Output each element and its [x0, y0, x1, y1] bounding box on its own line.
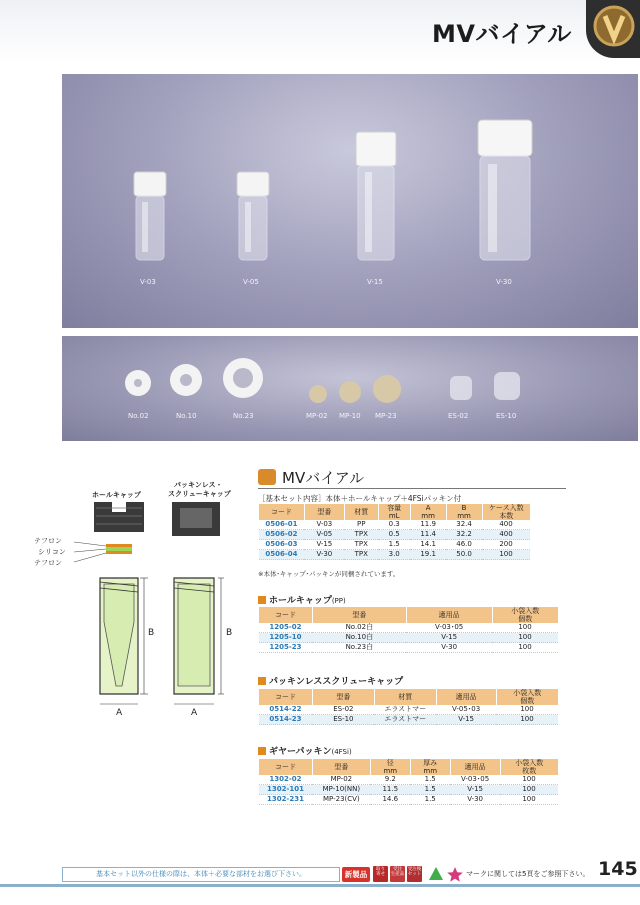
- photo-label-no23: No.23: [233, 412, 254, 420]
- brand-logo: [586, 0, 640, 58]
- col-bag-qty: 小袋入数 個数: [492, 607, 558, 623]
- col-bag-qty: 小袋入数 個数: [496, 689, 558, 705]
- section-title-mv-vial: MVバイアル: [258, 467, 566, 489]
- vial-photo: [62, 74, 638, 328]
- vial-spec-table: [258, 504, 530, 560]
- col-code: コード: [259, 504, 305, 520]
- table-row: 1302-101 MP-10(NN) 11.5 1.5 V-15 100: [259, 785, 559, 795]
- table-row: 0506-02 V-05 TPX 0.5 11.4 32.2 400: [259, 530, 531, 540]
- section-title-screw-cap: パッキンレススクリューキャップ: [258, 674, 403, 687]
- col-a: A mm: [410, 504, 446, 520]
- table-row: 1302-02 MP-02 9.2 1.5 V-03･05 100: [259, 775, 559, 785]
- cap-no02-illustration: [125, 370, 151, 396]
- triangle-icon: [429, 867, 443, 880]
- col-diameter: 径 mm: [370, 759, 410, 775]
- mark-reference-text: マークに関しては5頁をご参照下さい。: [466, 870, 590, 878]
- col-model: 型番: [304, 504, 344, 520]
- packing-mp02-illustration: [309, 385, 327, 403]
- label-packingless-line2: スクリューキャップ: [168, 490, 231, 498]
- col-model: 型番: [312, 759, 370, 775]
- col-volume: 容量 mL: [378, 504, 410, 520]
- col-code: コード: [259, 607, 313, 623]
- packing-layers-drawing: [74, 542, 132, 562]
- vial-v30-illustration: [478, 120, 532, 260]
- section-marker: [258, 677, 266, 685]
- footer-notice: 基本セット以外の仕様の際は、本体＋必要な部材をお選び下さい。: [62, 867, 340, 882]
- cap-no10-illustration: [170, 364, 202, 396]
- label-hole-cap: ホールキャップ: [92, 491, 141, 499]
- packing-mp23-illustration: [373, 375, 401, 403]
- section-title-hole-cap: ホールキャップ(PP): [258, 593, 346, 606]
- made-to-order-badge: 受注 生産品: [390, 866, 405, 882]
- section-title-gear-packing: ギヤーパッキン(4FSi): [258, 744, 352, 757]
- photo-label-v30: V-30: [496, 278, 512, 286]
- screw-cap-table: [258, 689, 558, 725]
- photo-label-mp23: MP-23: [375, 412, 397, 420]
- col-code: コード: [259, 759, 313, 775]
- col-model: 型番: [312, 689, 374, 705]
- section-marker: [258, 747, 266, 755]
- photo-label-no02: No.02: [128, 412, 149, 420]
- order-badge: 取り 寄せ: [373, 866, 388, 882]
- photo-label-no10: No.10: [176, 412, 197, 420]
- new-product-badge: 新製品: [342, 867, 370, 882]
- dim-b-left: B: [148, 628, 155, 638]
- photo-label-v05: V-05: [243, 278, 259, 286]
- photo-label-v15: V-15: [367, 278, 383, 286]
- cap-es10-illustration: [494, 372, 520, 400]
- page-number: 145: [598, 858, 638, 880]
- vial-cross-section-diagram: [34, 472, 254, 722]
- col-thickness: 厚み mm: [410, 759, 450, 775]
- star-icon: [447, 867, 463, 882]
- col-material: 材質: [374, 689, 436, 705]
- label-silicon: シリコン: [38, 548, 66, 556]
- vial-body-right-drawing: [174, 578, 224, 704]
- set-after-order-badge: 受注後 セット: [407, 866, 422, 882]
- label-teflon-top: テフロン: [34, 537, 62, 545]
- cap-no23-illustration: [223, 358, 263, 398]
- photo-label-v03: V-03: [140, 278, 156, 286]
- table-row: 0514-22 ES-02 エラストマー V-05･03 100: [259, 705, 559, 715]
- table-row: 0506-01 V-03 PP 0.3 11.9 32.4 400: [259, 520, 531, 530]
- table-row: 1205-02 No.02白 V-03･05 100: [259, 623, 559, 633]
- dim-a-right: A: [191, 708, 198, 718]
- dim-b-right: B: [226, 628, 233, 638]
- table-row: 0514-23 ES-10 エラストマー V-15 100: [259, 715, 559, 725]
- photo-label-es10: ES-10: [496, 412, 517, 420]
- hole-cap-drawing: [94, 502, 144, 532]
- table-row: 0506-03 V-15 TPX 1.5 14.1 46.0 200: [259, 540, 531, 550]
- vial-v05-illustration: [237, 172, 269, 260]
- label-packingless-line1: パッキンレス・: [174, 481, 223, 489]
- col-applicable: 適用品: [406, 607, 492, 623]
- section-marker: [258, 596, 266, 604]
- bundle-note: ※本体･キャップ･パッキンが同梱されています。: [258, 570, 400, 578]
- table-row: 1205-23 No.23白 V-30 100: [259, 643, 559, 653]
- col-bag-qty: 小袋入数 枚数: [500, 759, 558, 775]
- page-title: MVバイアル: [432, 20, 572, 48]
- col-material: 材質: [344, 504, 378, 520]
- vial-body-left-drawing: [100, 578, 148, 704]
- col-model: 型番: [312, 607, 406, 623]
- caps-photo: [62, 336, 638, 441]
- vial-section-icon: [258, 469, 276, 485]
- col-code: コード: [259, 689, 313, 705]
- photo-label-mp10: MP-10: [339, 412, 361, 420]
- hole-cap-table: [258, 607, 558, 653]
- screw-cap-drawing: [172, 502, 220, 536]
- col-applicable: 適用品: [450, 759, 500, 775]
- basic-set-description: ［基本セット内容］本体＋ホールキャップ＋4FSiパッキン付: [258, 494, 462, 503]
- dim-a-left: A: [116, 708, 123, 718]
- packing-mp10-illustration: [339, 381, 361, 403]
- col-b: B mm: [446, 504, 482, 520]
- col-applicable: 適用品: [436, 689, 496, 705]
- vial-v15-illustration: [356, 132, 396, 260]
- col-case-qty: ケース入数 本数: [482, 504, 530, 520]
- footer-rule: [0, 884, 640, 887]
- label-teflon-bottom: テフロン: [34, 559, 62, 567]
- table-row: 1205-10 No.10白 V-15 100: [259, 633, 559, 643]
- vial-v03-illustration: [134, 172, 166, 260]
- table-row: 1302-231 MP-23(CV) 14.6 1.5 V-30 100: [259, 795, 559, 805]
- gear-packing-table: [258, 759, 558, 805]
- table-row: 0506-04 V-30 TPX 3.0 19.1 50.0 100: [259, 550, 531, 560]
- cap-es02-illustration: [450, 376, 472, 400]
- mark-icons: [428, 866, 464, 882]
- photo-label-mp02: MP-02: [306, 412, 328, 420]
- photo-label-es02: ES-02: [448, 412, 469, 420]
